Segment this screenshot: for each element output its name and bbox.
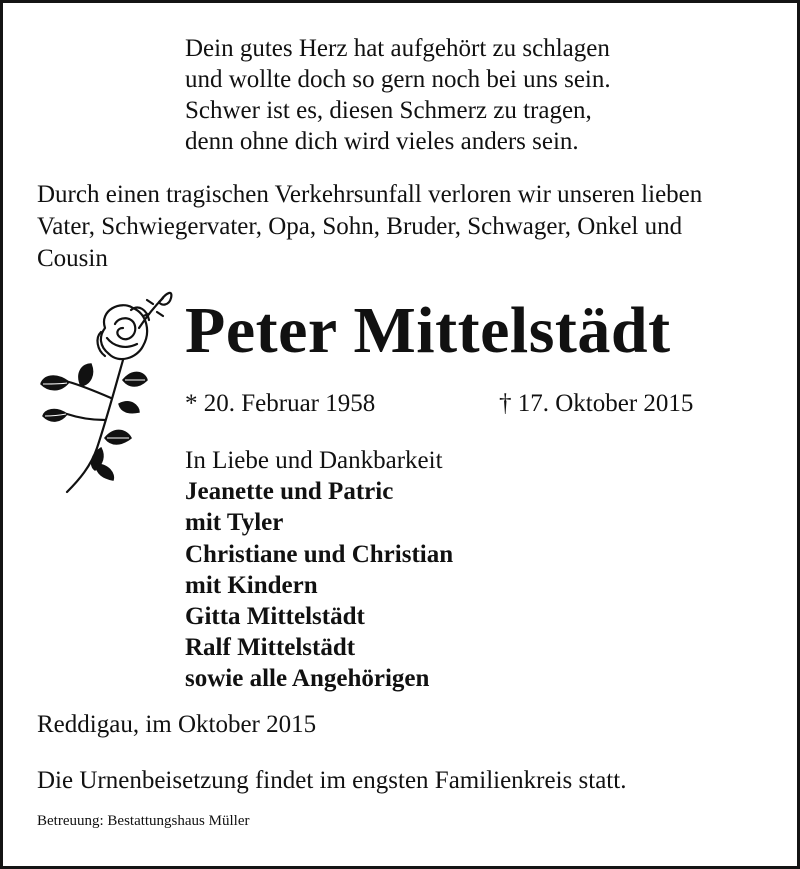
burial-note: Die Urnenbeisetzung findet im engsten Familienkreis statt. [37, 767, 627, 794]
poem-line: Dein gutes Herz hat aufgehört zu schlagen [185, 35, 610, 62]
intro-line: Vater, Schwiegervater, Opa, Sohn, Bruder, Schwager, Onkel und [37, 213, 683, 240]
intro-line: Cousin [37, 245, 108, 272]
poem-line: und wollte doch so gern noch bei uns sein. [185, 66, 611, 93]
mourners-block [185, 445, 453, 695]
poem-line: denn ohne dich wird vieles anders sein. [185, 128, 579, 155]
mourner-name: mit Kindern [185, 571, 318, 599]
mourner-name: Christiane und Christian [185, 540, 454, 568]
mourner-name: mit Tyler [185, 509, 284, 537]
mourner-name: sowie alle Angehörigen [185, 665, 430, 693]
poem-line: Schwer ist es, diesen Schmerz zu tragen, [185, 97, 592, 124]
poem [185, 33, 611, 157]
birth-date: * 20. Februar 1958 [185, 390, 376, 417]
death-date: † 17. Oktober 2015 [499, 390, 694, 417]
mourners-heading: In Liebe und Dankbarkeit [185, 447, 443, 474]
place-date: Reddigau, im Oktober 2015 [37, 711, 317, 738]
intro-line: Durch einen tragischen Verkehrsunfall verloren wir unseren lieben [37, 181, 703, 208]
mourner-name: Gitta Mittelstädt [185, 603, 365, 631]
mourner-name: Ralf Mittelstädt [185, 634, 356, 662]
rose-icon [35, 288, 185, 498]
care-note: Betreuung: Bestattungshaus Müller [37, 813, 250, 829]
mourner-name: Jeanette und Patric [185, 478, 394, 506]
intro-text [37, 179, 772, 275]
deceased-name: Peter Mittelstädt [185, 294, 671, 367]
